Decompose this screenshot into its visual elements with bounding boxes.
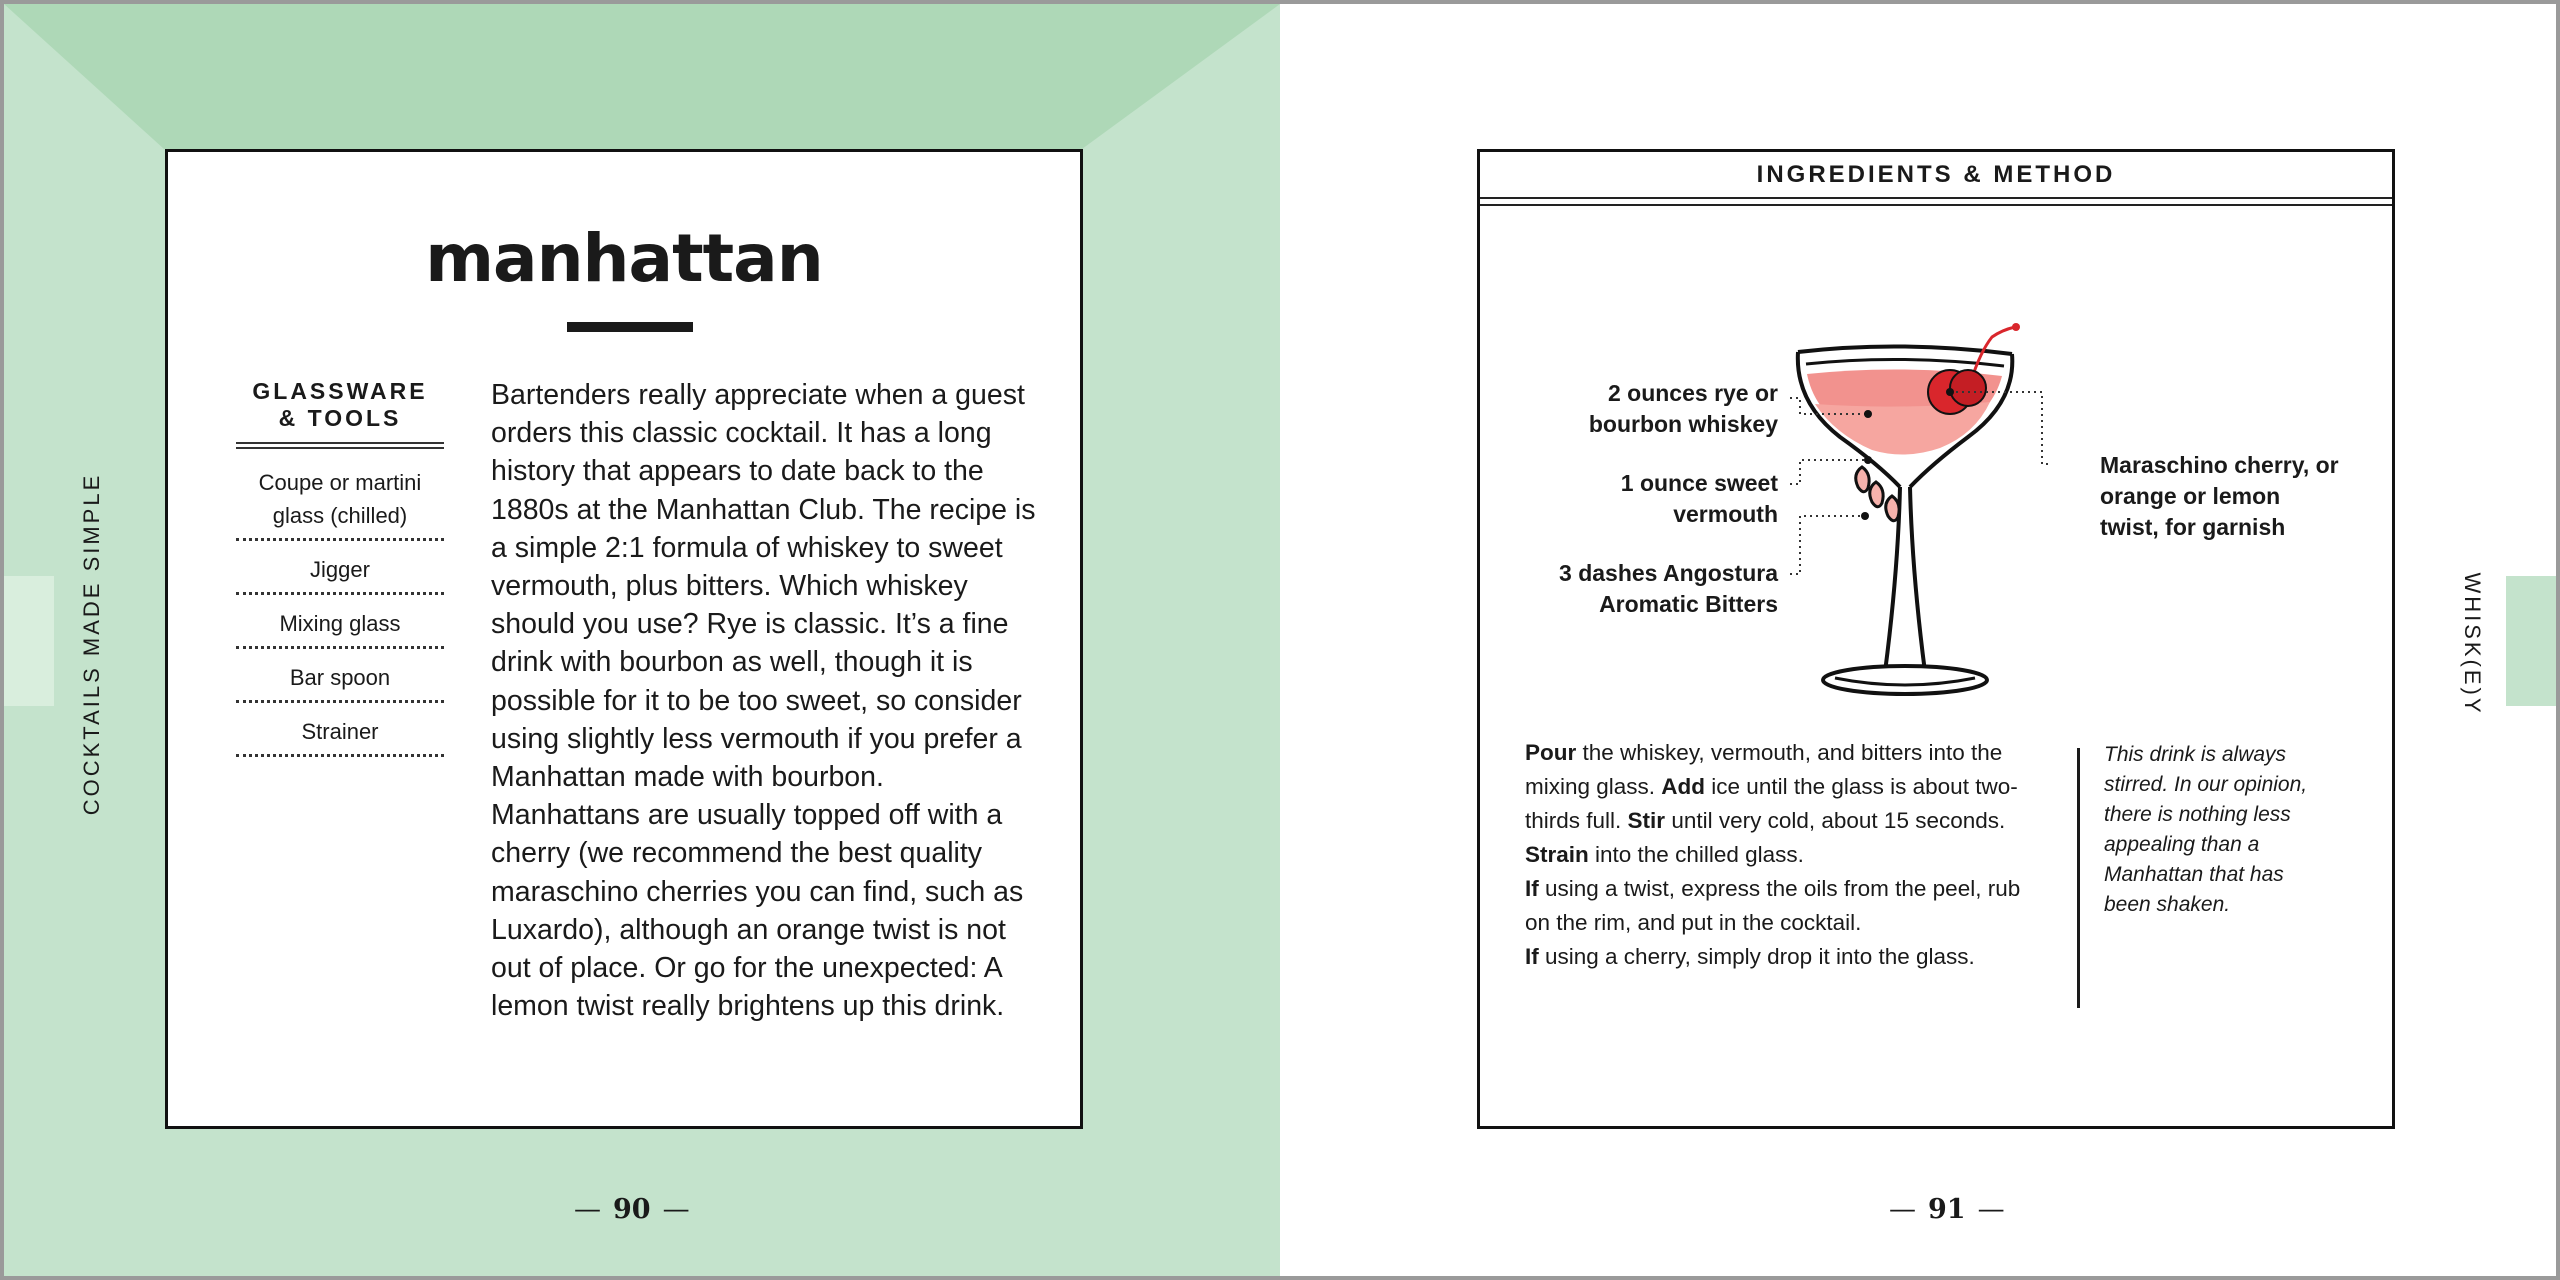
tip-note: This drink is always stirred. In our opinion, there is nothing less appealing than a Manhattan that has been shaken. — [2104, 743, 2308, 916]
ingredients-card — [1477, 149, 2395, 1129]
page-number-left: — 90 — — [574, 1194, 690, 1225]
glassware-tools — [236, 378, 444, 757]
right-page — [1280, 4, 2556, 1276]
title-rule — [567, 322, 693, 332]
glassware-heading: GLASSWARE & TOOLS — [236, 378, 444, 444]
bitters-drops-icon — [1856, 467, 1899, 521]
book-spread — [4, 4, 2556, 1276]
tool-item: Bar spoon — [236, 649, 444, 703]
tool-item: Coupe or martini glass (chilled) — [236, 444, 444, 541]
page-number-right: — 91 — — [1889, 1194, 2005, 1225]
recipe-card — [165, 149, 1083, 1129]
section-label: WHISK(E)Y — [2460, 572, 2485, 716]
tool-item: Jigger — [236, 541, 444, 595]
ingredients-header: INGREDIENTS & METHOD — [1756, 161, 2116, 188]
ingredient-whiskey: 2 ounces rye or bourbon whiskey — [1588, 380, 1778, 437]
recipe-description: Bartenders really appreciate when a guest orders this classic cocktail. It has a long history that appears to date back to the 1880s at the Manhattan Club. The recipe is a simple 2:1 formula of whiskey to sweet vermouth, plus bitters. Which whiskey should you use? Rye is classic. It’s a fine drink with bourbon as well, though it is possible for it to be too sweet, so consider using slightly less vermouth if you prefer a Manhattan made with bourbon. Manhattans are usually topped off with a cherry (we recommend the best quality maraschino cherries you can find, such as Luxardo), although an orange twist is not out of place. Or go for the unexpected: A lemon twist really brightens up this drink. — [491, 379, 1036, 1023]
method-text: Pour the whiskey, vermouth, and bitters into the mixing glass. Add ice until the glass is about two-thirds full. Stir until very cold, about 15 seconds. Strain into the chilled glass. If using a twist, express the oils from the peel, rub on the rim, and put in the cocktail. If using a cherry, simply drop it into the glass. — [1525, 740, 2021, 969]
cherry-icon — [1928, 323, 2020, 414]
ingredient-vermouth: 1 ounce sweet vermouth — [1620, 470, 1778, 527]
running-head: COCKTAILS MADE SIMPLE — [79, 472, 104, 816]
section-tab — [2506, 576, 2556, 706]
tool-item: Mixing glass — [236, 595, 444, 649]
tool-item: Strainer — [236, 703, 444, 757]
left-page — [4, 4, 1280, 1276]
recipe-title: manhattan — [425, 220, 823, 297]
note-divider — [2077, 748, 2080, 1008]
page-edge-tab — [4, 576, 54, 706]
ingredient-bitters: 3 dashes Angostura Aromatic Bitters — [1559, 560, 1778, 617]
ingredient-garnish: Maraschino cherry, or orange or lemon twist, for garnish — [2100, 452, 2339, 540]
cocktail-illustration — [1480, 152, 2392, 1126]
